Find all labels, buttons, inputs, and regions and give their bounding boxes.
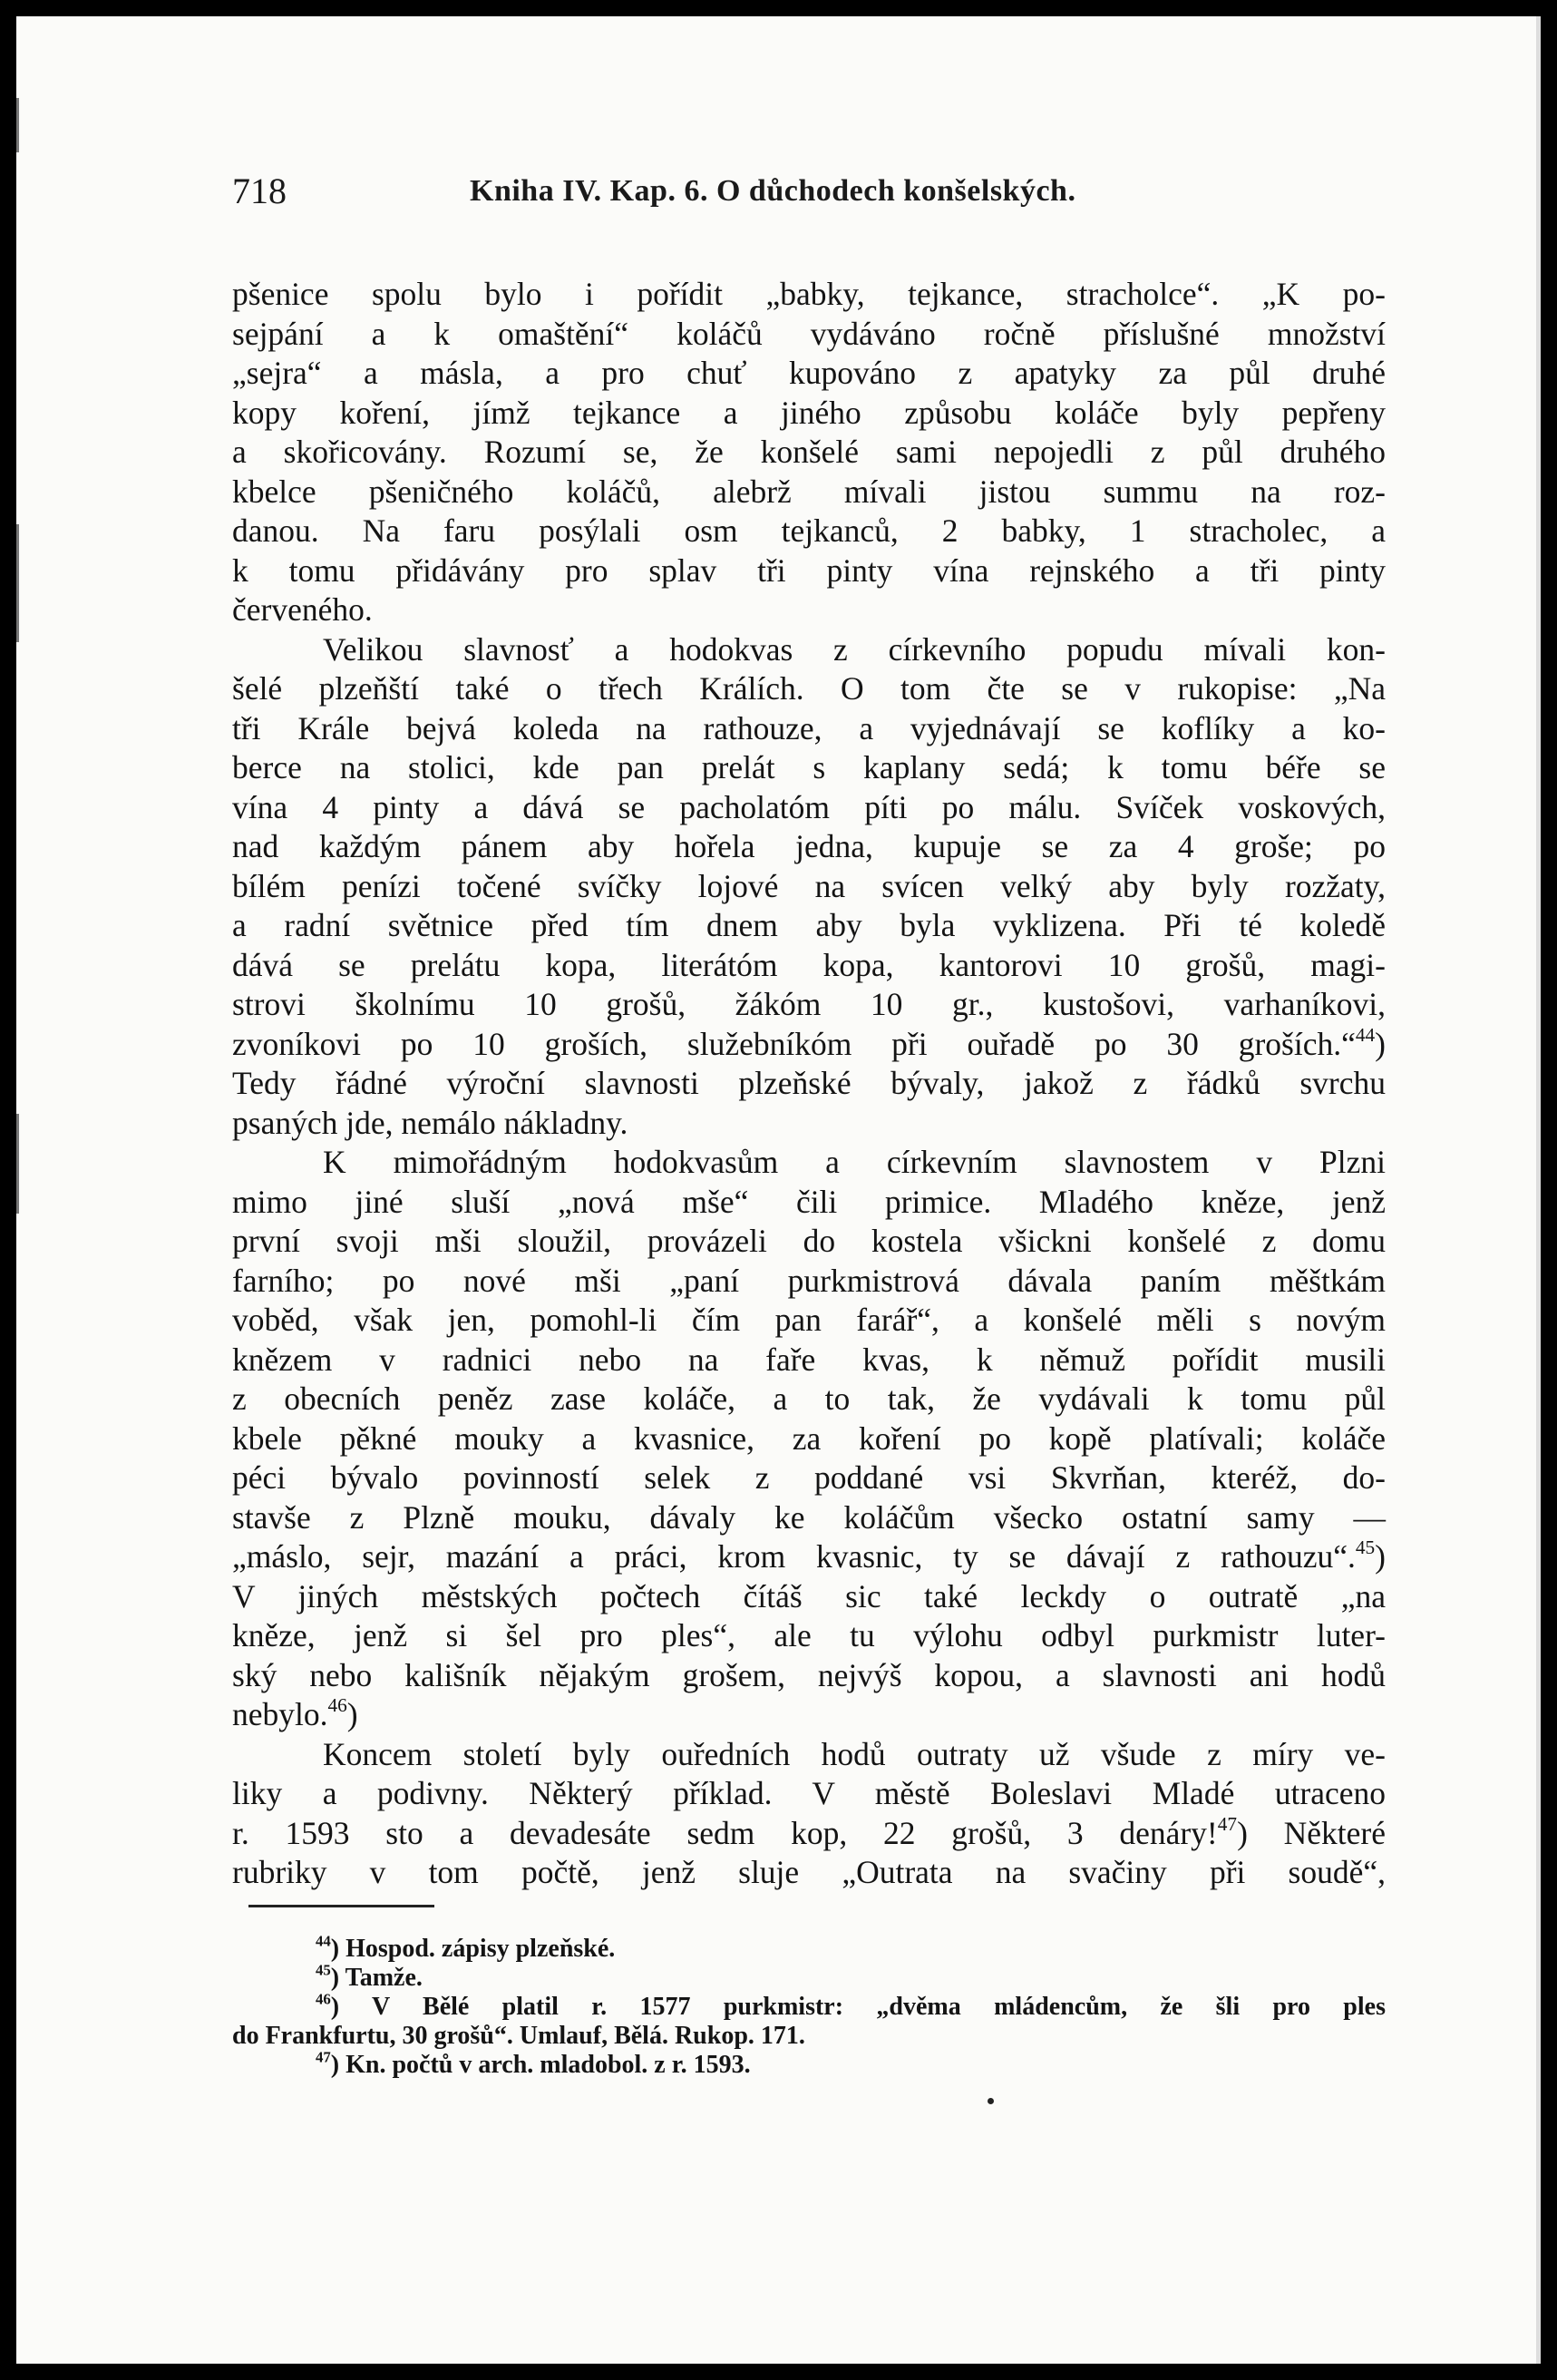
footnote-text: V Bělé platil r. 1577 purkmistr: „dvěma mládencům, že šli pro ples	[371, 1993, 1386, 2021]
text-line: k tomu přidávány pro splav tři pinty vína rejnského a tři pinty	[232, 551, 1386, 589]
text-line: kopy koření, jímž tejkance a jiného způsobu koláče byly pepřeny	[232, 394, 1386, 431]
text-line	[232, 1695, 1386, 1735]
text-line: červeného.	[232, 591, 373, 628]
closing-paren: )	[330, 1935, 346, 1963]
text-line	[232, 1025, 1386, 1065]
text-line: z obecních peněz zase koláče, a to tak, že vydávali k tomu půl	[232, 1380, 1386, 1417]
text-line: první svoji mši sloužil, provázeli do kostela všickni konšelé z domu	[232, 1223, 1386, 1259]
closing-paren: )	[1375, 1538, 1386, 1575]
scan-edge-mark	[1536, 16, 1541, 2364]
footnotes	[232, 1932, 1386, 2080]
footnote-46-continuation: do Frankfurtu, 30 grošů“. Umlauf, Bělá. Rukop. 171.	[232, 2022, 805, 2050]
book-page	[16, 16, 1541, 2364]
text-line: a skořicovány. Rozumí se, že konšelé sami nepojedli z půl druhého	[232, 434, 1386, 470]
text-line: bílém penízi točené svíčky lojové na svícen velký aby byly rozžaty,	[232, 867, 1386, 904]
page-number: 718	[232, 171, 287, 211]
footnote-mark: 47	[316, 2048, 331, 2066]
text-line-content: nebylo.	[232, 1696, 328, 1732]
text-line: psaných jde, nemálo nákladny.	[232, 1104, 628, 1141]
text-line: dává se prelátu kopa, literátóm kopa, kantorovi 10 grošů, magi-	[232, 946, 1386, 983]
text-line: V jiných městských počtech čítáš sic také leckdy o outratě „na	[232, 1577, 1386, 1614]
footnote-mark: 44	[316, 1932, 331, 1950]
text-line: liky a podivny. Některý příklad. V městě Boleslavi Mladé utraceno	[232, 1775, 1386, 1811]
closing-paren: )	[346, 1696, 358, 1732]
text-line: mimo jiné sluší „nová mše“ čili primice. Mladého kněze, jenž	[232, 1183, 1386, 1220]
closing-paren: )	[1375, 1025, 1386, 1062]
text-line: ský nebo kališník nějakým grošem, nejvýš kopou, a slavnosti ani hodů	[232, 1656, 1386, 1693]
footnote-text: Kn. počtů v arch. mladobol. z r. 1593.	[345, 2051, 751, 2079]
text-line: stavše z Plzně mouku, dávaly ke koláčům všecko ostatní samy —	[232, 1498, 1386, 1536]
text-line: a radní světnice před tím dnem aby byla vyklizena. Při té koledě	[232, 907, 1386, 943]
text-line: strovi školnímu 10 grošů, žákóm 10 gr., kustošovi, varhaníkovi,	[232, 986, 1386, 1022]
footnote-ref-45[interactable]: 45	[1355, 1536, 1376, 1559]
closing-paren: )	[330, 1993, 372, 2021]
footnote-44	[232, 1932, 1386, 1964]
text-line: kbelce pšeničného koláčů, alebrž mívali jistou summu na roz-	[232, 473, 1386, 510]
closing-paren: )	[1237, 1814, 1248, 1851]
text-line: Tedy řádné výroční slavnosti plzeňské bývaly, jakož z řádků svrchu	[232, 1065, 1386, 1101]
text-line	[232, 1814, 1386, 1854]
footnote-46	[232, 1990, 1386, 2022]
text-line: danou. Na faru posýlali osm tejkanců, 2 babky, 1 stracholec, a	[232, 512, 1386, 549]
text-line-content: r. 1593 sto a devadesáte sedm kop, 22 grošů, 3 denáry!	[232, 1814, 1218, 1851]
text-line: šelé plzeňští také o třech Králích. O tom čte se v rukopise: „Na	[232, 670, 1386, 707]
running-header	[232, 169, 1402, 214]
text-line: „sejra“ a másla, a pro chuť kupováno z apatyky za půl druhé	[232, 355, 1386, 391]
footnote-ref-47[interactable]: 47	[1217, 1812, 1238, 1835]
text-line: Koncem století byly ouředních hodů outraty už všude z míry ve-	[323, 1735, 1386, 1772]
text-line-continuation: Některé	[1247, 1814, 1386, 1851]
text-line: farního; po nové mši „paní purkmistrová dávala paním měštkám	[232, 1262, 1386, 1299]
footnote-mark: 45	[316, 1961, 331, 1979]
running-title: Kniha IV. Kap. 6. O důchodech konšelských.	[470, 174, 1076, 208]
text-line-content: zvoníkovi po 10 groších, služebníkóm při ouřadě po 30 groších.“	[232, 1025, 1356, 1062]
footnote-ref-44[interactable]: 44	[1355, 1023, 1376, 1046]
footnote-text: Hospod. zápisy plzeňské.	[345, 1935, 616, 1963]
text-line: vína 4 pinty a dává se pacholatóm píti po málu. Svíček voskových,	[232, 788, 1386, 825]
closing-paren: )	[330, 2051, 346, 2079]
scan-edge-mark	[16, 524, 19, 642]
footnote-ref-46[interactable]: 46	[327, 1694, 347, 1717]
text-line	[232, 1537, 1386, 1577]
text-line: péci bývalo povinností selek z poddané vsi Skvrňan, kteréž, do-	[232, 1459, 1386, 1496]
text-line: Velikou slavnosť a hodokvas z církevního popudu mívali kon-	[323, 630, 1386, 668]
text-line: tři Krále bejvá koleda na rathouze, a vyjednávají se koflíky a ko-	[232, 709, 1386, 746]
text-line: berce na stolici, kde pan prelát s kaplany sedá; k tomu béře se	[232, 749, 1386, 785]
footnote-mark: 46	[316, 1990, 331, 2008]
text-line: K mimořádným hodokvasům a církevním slavnostem v Plzni	[323, 1144, 1386, 1180]
footnote-text: Tamže.	[345, 1964, 423, 1992]
text-line: kbele pěkné mouky a kvasnice, za koření po kopě platívali; koláče	[232, 1419, 1386, 1457]
text-line: nad každým pánem aby hořela jedna, kupuje se za 4 groše; po	[232, 828, 1386, 864]
text-line: rubriky v tom počtě, jenž sluje „Outrata na svačiny při soudě“,	[232, 1854, 1386, 1890]
scan-edge-mark	[16, 1114, 19, 1214]
footnote-separator	[248, 1905, 434, 1907]
text-line: voběd, však jen, pomohl-li čím pan farář“, a konšelé měli s novým	[232, 1302, 1386, 1338]
text-line: knězem v radnici nebo na faře kvas, k němuž pořídit musili	[232, 1341, 1386, 1378]
footnote-47	[232, 2048, 1386, 2080]
scan-edge-mark	[16, 98, 19, 152]
print-speck	[988, 2098, 994, 2104]
body-text	[232, 275, 1386, 1893]
closing-paren: )	[330, 1964, 345, 1992]
text-line-content: „máslo, sejr, mazání a práci, krom kvasnic, ty se dávají z rathouzu“.	[232, 1538, 1356, 1575]
text-line: sejpání a k omaštění“ koláčů vydáváno ročně příslušné množství	[232, 315, 1386, 352]
text-line: pšenice spolu bylo i pořídit „babky, tejkance, stracholce“. „K po-	[232, 276, 1386, 312]
footnote-45	[232, 1961, 1386, 1993]
text-line: kněze, jenž si šel pro ples“, ale tu výlohu odbyl purkmistr luter-	[232, 1617, 1386, 1653]
